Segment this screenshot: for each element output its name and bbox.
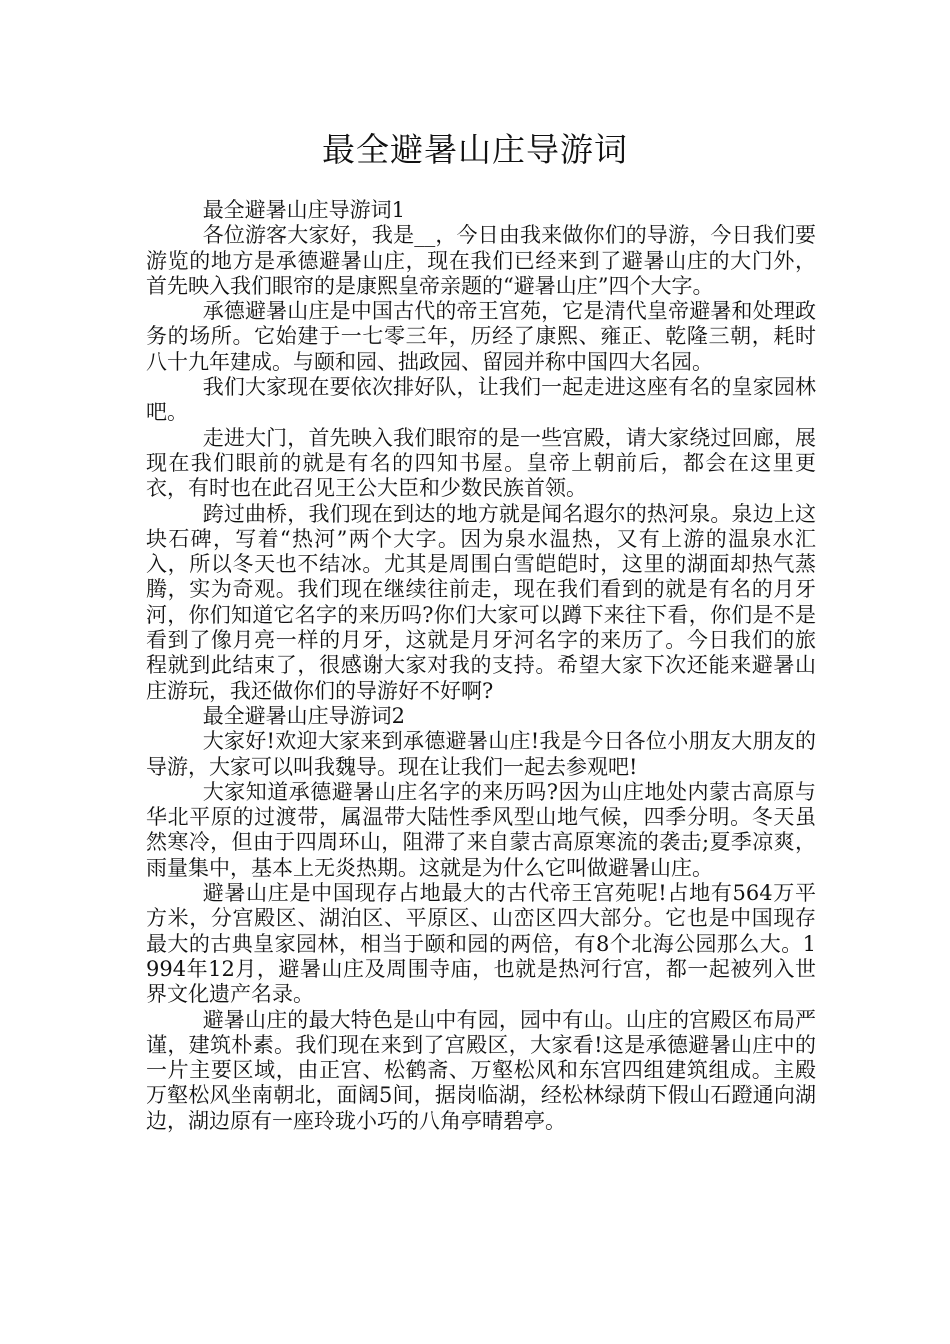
- paragraph: 大家知道承德避暑山庄名字的来历吗?因为山庄地处内蒙古高原与华北平原的过渡带，属温带大陆性季风型山地气候，四季分明。冬天虽然寒冷，但由于四周环山，阻滞了来自蒙古高原寒流的袭击;夏季凉爽，雨量集中，基本上无炎热期。这就是为什么它叫做避暑山庄。: [146, 779, 816, 880]
- section-heading-2: 最全避暑山庄导游词2: [202, 703, 406, 728]
- paragraph: 各位游客大家好，我是__，今日由我来做你们的导游，今日我们要游览的地方是承德避暑山庄，现在我们已经来到了避暑山庄的大门外，首先映入我们眼帘的是康熙皇帝亲题的“避暑山庄”四个大字。: [146, 223, 816, 298]
- document-body: [146, 198, 816, 1134]
- paragraph: 大家好!欢迎大家来到承德避暑山庄!我是今日各位小朋友大朋友的导游，大家可以叫我魏导。现在让我们一起去参观吧!: [146, 729, 816, 779]
- paragraph: 跨过曲桥，我们现在到达的地方就是闻名遐尔的热河泉。泉边上这块石碑，写着“热河”两个大字。因为泉水温热，又有上游的温泉水汇入，所以冬天也不结冰。尤其是周围白雪皑皑时，这里的湖面却热气蒸腾，实为奇观。我们现在继续往前走，现在我们看到的就是有名的月牙河，你们知道它名字的来历吗?你们大家可以蹲下来往下看，你们是不是看到了像月亮一样的月牙，这就是月牙河名字的来历了。今日我们的旅程就到此结束了，很感谢大家对我的支持。希望大家下次还能来避暑山庄游玩，我还做你们的导游好不好啊?: [146, 501, 816, 703]
- paragraph: 避暑山庄的最大特色是山中有园，园中有山。山庄的宫殿区布局严谨，建筑朴素。我们现在来到了宫殿区，大家看!这是承德避暑山庄中的一片主要区域，由正宫、松鹤斋、万壑松风和东宫四组建筑组成。主殿万壑松风坐南朝北，面阔5间，据岗临湖，经松林绿荫下假山石蹬通向湖边，湖边原有一座玲珑小巧的八角亭晴碧亭。: [146, 1007, 816, 1133]
- page-title: 最全避暑山庄导游词: [322, 130, 628, 169]
- paragraph: 承德避暑山庄是中国古代的帝王宫苑，它是清代皇帝避暑和处理政务的场所。它始建于一七零三年，历经了康熙、雍正、乾隆三朝，耗时八十九年建成。与颐和园、拙政园、留园并称中国四大名园。: [146, 299, 816, 374]
- paragraph: 我们大家现在要依次排好队，让我们一起走进这座有名的皇家园林吧。: [146, 375, 816, 425]
- section-heading-1: 最全避暑山庄导游词1: [202, 198, 406, 222]
- paragraph: 走进大门，首先映入我们眼帘的是一些宫殿，请大家绕过回廊，展现在我们眼前的就是有名的四知书屋。皇帝上朝前后，都会在这里更衣，有时也在此召见王公大臣和少数民族首领。: [146, 425, 816, 501]
- paragraph: 避暑山庄是中国现存占地最大的古代帝王宫苑呢!占地有564万平方米，分宫殿区、湖泊区、平原区、山峦区四大部分。它也是中国现存最大的古典皇家园林，相当于颐和园的两倍，有8个北海公园那么大。1994年12月，避暑山庄及周围寺庙，也就是热河行宫，都一起被列入世界文化遗产名录。: [146, 881, 816, 1007]
